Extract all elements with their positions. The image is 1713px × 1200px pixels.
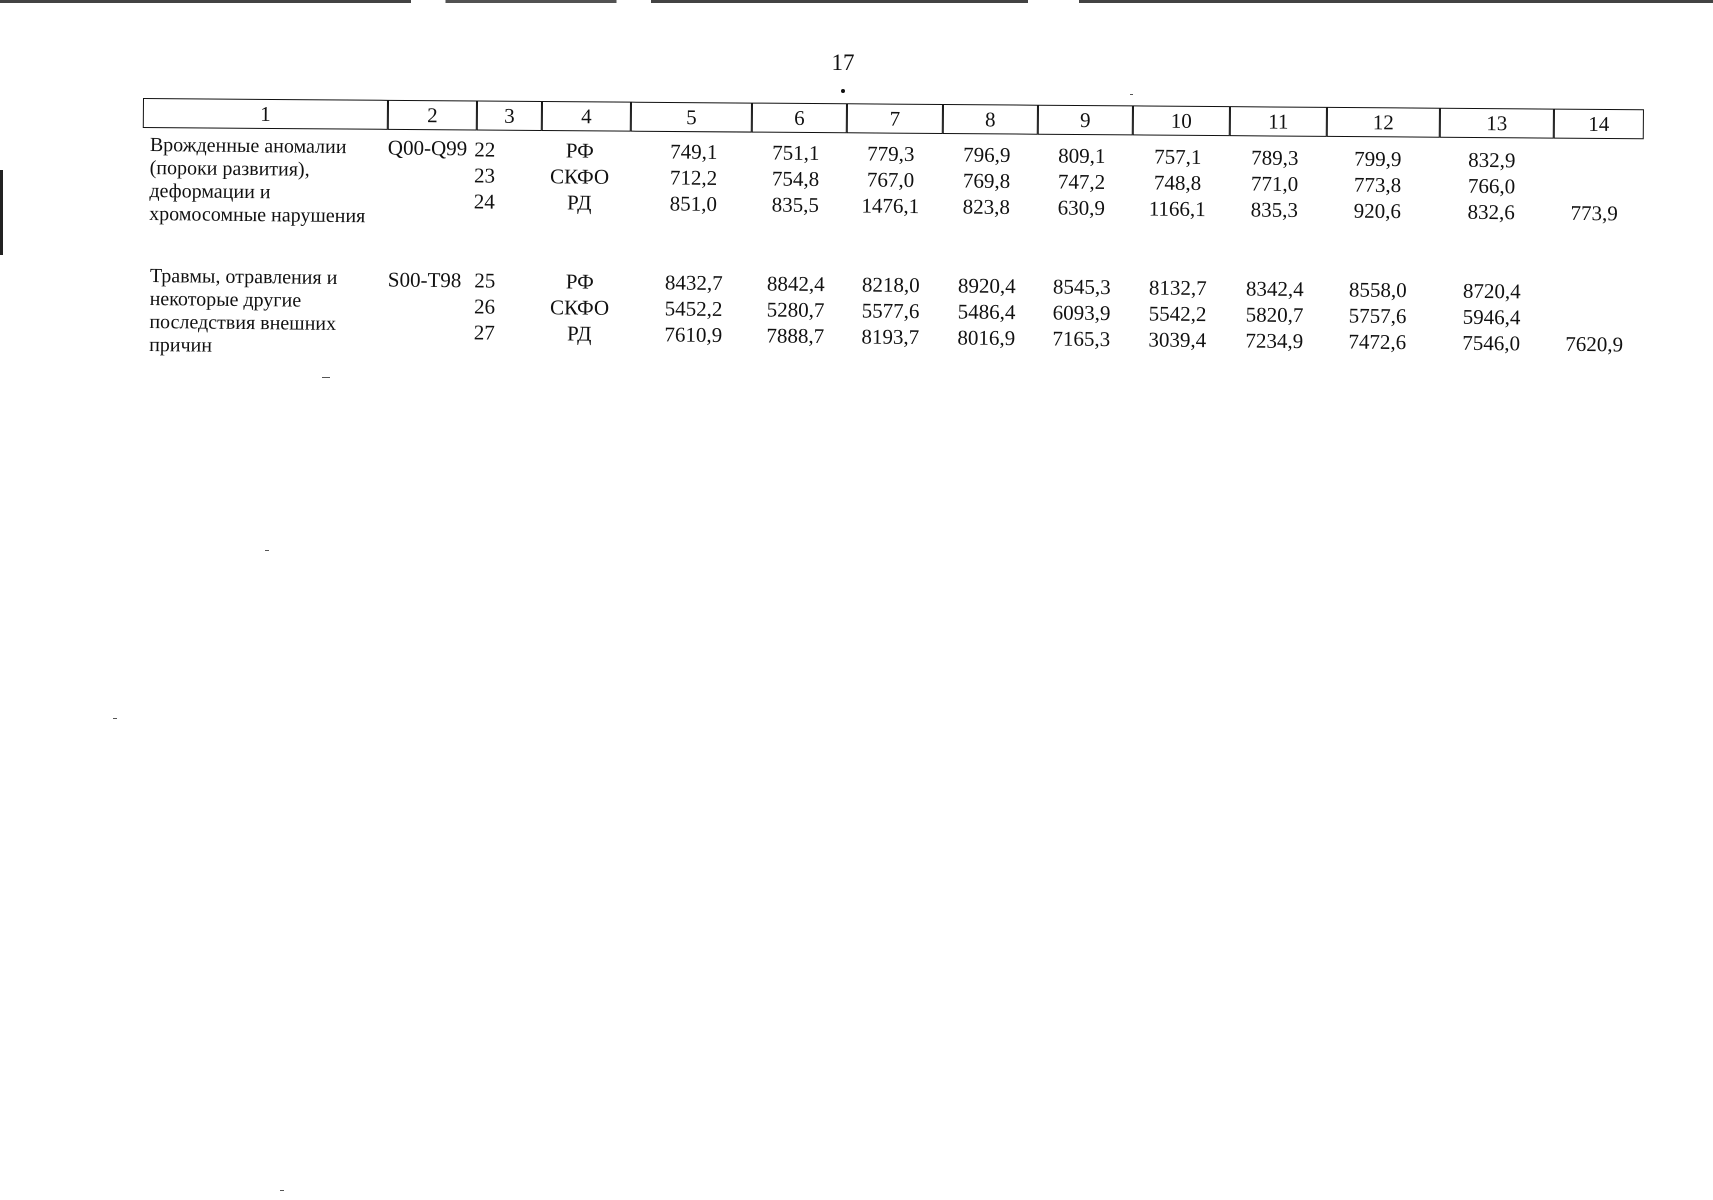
region-label: РД <box>566 190 592 215</box>
value-cell: 5280,7 <box>766 297 825 323</box>
value-cell: 5577,6 <box>861 298 920 324</box>
value-cell: 7888,7 <box>766 323 825 349</box>
header-cell: 7 <box>847 103 943 134</box>
region-label: РФ <box>565 138 594 163</box>
value-cell: 771,0 <box>1250 171 1299 197</box>
value-cell: 748,8 <box>1153 170 1202 196</box>
value-cell: 8920,4 <box>957 273 1016 299</box>
value-cell: 7165,3 <box>1052 326 1111 352</box>
value-cell: 8016,9 <box>957 325 1016 351</box>
value-cell: 835,5 <box>771 192 820 218</box>
value-cell: 832,6 <box>1467 199 1516 225</box>
region-label: РФ <box>565 269 594 294</box>
row-number: 26 <box>473 294 496 319</box>
header-cell: 9 <box>1038 105 1133 136</box>
value-cell: 5946,4 <box>1462 304 1521 330</box>
value-cell: 8342,4 <box>1245 276 1304 302</box>
value-cell: 7610,9 <box>664 322 723 347</box>
value-cell: 851,0 <box>669 191 718 216</box>
diagnosis-label: Травмы, отравления и некоторые другие последствия внешних причин <box>149 265 338 357</box>
header-cell: 5 <box>631 102 752 133</box>
header-cell: 1 <box>143 98 388 130</box>
page-number: 17 <box>831 50 855 75</box>
row-number: 25 <box>474 268 496 293</box>
speck <box>280 1190 284 1191</box>
speck <box>1130 94 1133 95</box>
value-cell: 8218,0 <box>861 272 920 298</box>
value-cell: 7546,0 <box>1462 330 1521 356</box>
speck <box>322 377 330 378</box>
value-cell: 835,3 <box>1250 197 1299 223</box>
speck <box>113 718 117 719</box>
value-cell: 8842,4 <box>766 271 825 297</box>
value-cell: 773,8 <box>1353 172 1402 198</box>
table-group <box>149 265 1650 381</box>
value-cell: 712,2 <box>669 165 718 190</box>
header-cell: 2 <box>388 100 477 131</box>
value-cell: 630,9 <box>1057 195 1106 221</box>
value-cell: 789,3 <box>1251 145 1299 171</box>
value-cell: 5486,4 <box>957 299 1016 325</box>
region-label: СКФО <box>549 164 610 189</box>
icd-code: S00-T98 <box>387 267 462 293</box>
value-cell <box>1550 306 1640 307</box>
header-cell: 8 <box>943 104 1038 135</box>
region-label: СКФО <box>549 295 610 320</box>
row-number: 24 <box>473 189 495 214</box>
value-cell: 773,9 <box>1570 200 1618 226</box>
value-cell: 3039,4 <box>1148 327 1207 353</box>
value-cell: 799,9 <box>1354 146 1402 172</box>
header-cell: 6 <box>752 103 847 134</box>
value-cell: 1476,1 <box>861 193 920 219</box>
value-cell: 767,0 <box>866 167 915 193</box>
value-cell: 7620,9 <box>1565 331 1624 357</box>
table-group <box>149 134 1650 275</box>
value-cell: 779,3 <box>867 141 915 167</box>
value-cell: 809,1 <box>1058 143 1106 169</box>
header-cell: 14 <box>1554 109 1644 140</box>
value-cell: 5542,2 <box>1148 301 1207 327</box>
scan-edge-top <box>0 0 1713 3</box>
value-cell: 5452,2 <box>664 296 723 321</box>
value-cell <box>1550 175 1640 176</box>
value-cell: 757,1 <box>1154 144 1202 170</box>
row-number: 23 <box>473 163 496 188</box>
value-cell: 8720,4 <box>1462 278 1521 304</box>
value-cell: 754,8 <box>771 166 820 192</box>
value-cell: 5820,7 <box>1245 302 1304 328</box>
header-cell: 13 <box>1440 108 1554 139</box>
value-cell: 6093,9 <box>1052 300 1111 326</box>
diagnosis-label: Врожденные аномалии (пороки развития), деформации и хромосомные нарушения <box>149 134 366 228</box>
header-cell: 11 <box>1230 106 1327 137</box>
value-cell: 766,0 <box>1467 173 1516 199</box>
value-cell: 7472,6 <box>1348 329 1407 355</box>
region-label: РД <box>566 321 592 346</box>
header-cell: 3 <box>477 101 542 131</box>
value-cell <box>1550 149 1640 150</box>
value-cell: 5757,6 <box>1348 303 1407 329</box>
value-cell: 8558,0 <box>1348 277 1407 303</box>
icd-code: Q00-Q99 <box>387 135 468 161</box>
value-cell: 796,9 <box>963 142 1011 168</box>
dot-mark <box>841 89 845 93</box>
row-number: 27 <box>473 320 495 345</box>
scan-edge-left <box>0 170 3 255</box>
header-cell: 12 <box>1327 107 1440 138</box>
header-cell: 10 <box>1133 105 1230 136</box>
value-cell: 920,6 <box>1353 198 1402 224</box>
header-cell: 4 <box>542 101 631 132</box>
value-cell <box>1550 280 1640 281</box>
value-cell: 8132,7 <box>1148 275 1207 301</box>
value-cell: 8432,7 <box>664 270 723 295</box>
value-cell: 823,8 <box>962 194 1011 220</box>
value-cell: 832,9 <box>1468 147 1516 173</box>
row-number: 22 <box>474 137 496 162</box>
value-cell: 1166,1 <box>1148 196 1206 222</box>
speck <box>265 550 269 551</box>
value-cell: 749,1 <box>670 139 718 164</box>
value-cell: 8193,7 <box>861 324 920 350</box>
value-cell: 8545,3 <box>1052 274 1111 300</box>
value-cell: 747,2 <box>1057 169 1106 195</box>
value-cell: 751,1 <box>772 140 820 166</box>
value-cell: 7234,9 <box>1245 328 1304 354</box>
value-cell: 769,8 <box>962 168 1011 194</box>
